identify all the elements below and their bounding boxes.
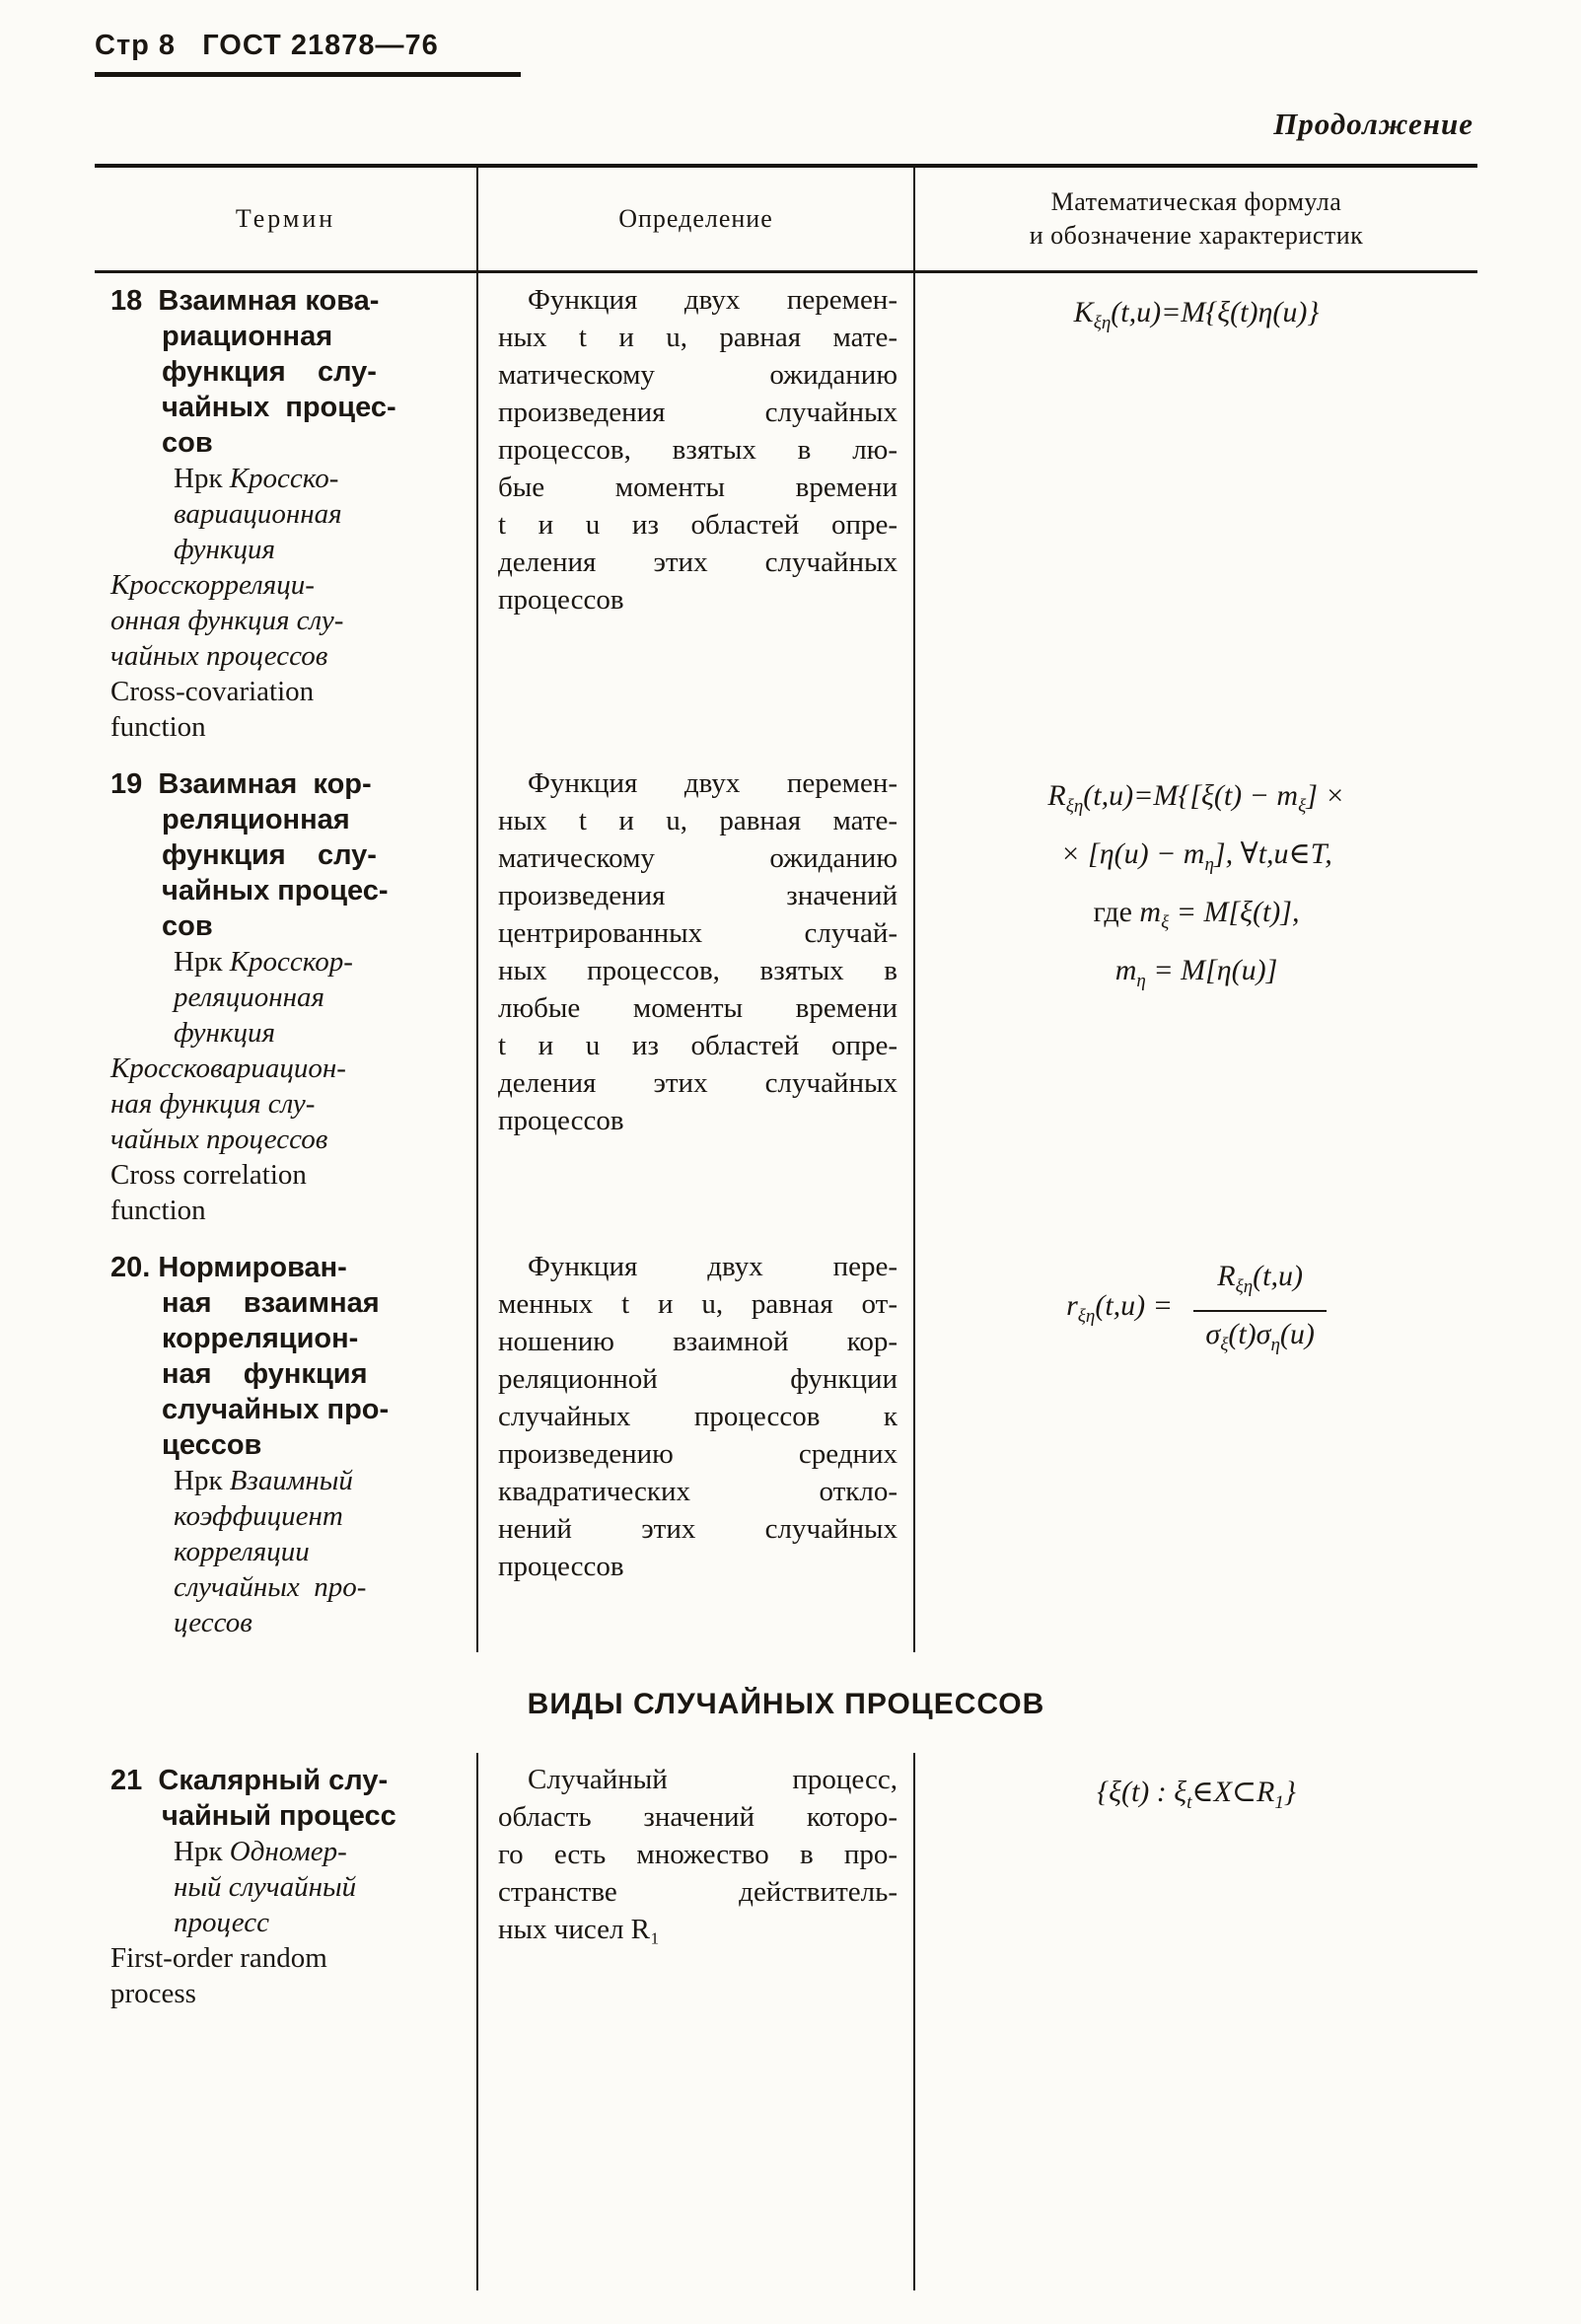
definition-line: деления этих случайных [498, 546, 898, 578]
term-line: 20. Нормирован- [110, 1252, 347, 1283]
table-body [95, 273, 1477, 2290]
definition-line: случайных процессов к [498, 1401, 898, 1432]
column-header-formula-line2: и обозначение характеристик [1029, 221, 1364, 250]
table-row [95, 1753, 1477, 2290]
term-line: коэффициент [174, 1500, 343, 1532]
definition-line: ношению взаимной кор- [498, 1326, 898, 1357]
definition-cell [476, 1240, 913, 1652]
term-line: чайных процессов [110, 640, 328, 672]
definition-line: произведению средних [498, 1438, 898, 1470]
term-line: вариационная [174, 498, 342, 530]
definition-line: процессов [498, 1105, 624, 1136]
column-header-formula-line1: Математическая формула [1050, 187, 1342, 216]
formula-cell [913, 273, 1477, 757]
definition-line: деления этих случайных [498, 1067, 898, 1099]
term-line: корреляции [174, 1536, 310, 1567]
definition-line: область значений которо- [498, 1801, 898, 1833]
definition-line: произведения значений [498, 880, 898, 911]
formula-line: $r_{\xi\eta}(t,u)$ = $\frac{R_{\xi\eta}(t,u)}{\sigma_\xi(t)\sigma_\eta(u)}$ [925, 1256, 1468, 1366]
term-line: чайных процессов [110, 1124, 328, 1155]
terms-table [95, 164, 1477, 2290]
term-line: риационная [162, 321, 333, 352]
term-line: функция [174, 534, 275, 565]
definition-line: процессов [498, 1551, 624, 1582]
term-line: случайных про- [174, 1571, 367, 1603]
term-line: ная взаимная [162, 1287, 380, 1319]
definition-line: квадратических откло- [498, 1476, 898, 1507]
definition-line: t и u из областей опре- [498, 509, 898, 541]
table-row [95, 1240, 1477, 1652]
term-line: Нрк Кросско- [174, 463, 339, 494]
term-line: корреляцион- [162, 1323, 359, 1354]
definition-line: Случайный процесс, [528, 1764, 898, 1795]
term-line: Cross-covariation [110, 676, 315, 707]
definition-cell [476, 1753, 913, 2290]
definition-line: реляционной функции [498, 1363, 898, 1395]
term-line: функция слу- [162, 839, 377, 871]
term-line: Нрк Одномер- [174, 1836, 347, 1867]
column-header-term: Термин [235, 204, 336, 233]
term-line: реляционная [174, 981, 325, 1013]
term-cell [95, 757, 476, 1240]
definition-line: процессов, взятых в лю- [498, 434, 898, 466]
definition-line: Функция двух перемен- [528, 284, 898, 316]
definition-line: произведения случайных [498, 397, 898, 428]
term-line: Нрк Взаимный [174, 1465, 353, 1496]
column-header-formula [913, 168, 1477, 270]
definition-line: ных процессов, взятых в [498, 955, 898, 986]
term-line: чайных процес- [162, 392, 396, 423]
table-row [95, 273, 1477, 757]
page-content [95, 0, 1477, 2290]
term-line: Кросскорреляци- [110, 569, 315, 601]
term-line: сов [162, 910, 213, 942]
term-line: ный случайный [174, 1871, 357, 1903]
formula-line: × $[\eta(u) - m_\eta]$, ∀t,u∈T, [1060, 837, 1332, 875]
definition-line: бые моменты времени [498, 472, 898, 503]
term-line: случайных про- [162, 1394, 390, 1425]
formula-cell [913, 1240, 1477, 1652]
definition-line: ных t и u, равная мате- [498, 805, 898, 836]
definition-line: ных t и u, равная мате- [498, 322, 898, 353]
table-header-row [95, 168, 1477, 273]
definition-line: центрированных случай- [498, 917, 898, 949]
definition-line: любые моменты времени [498, 992, 898, 1024]
definition-line: Функция двух пере- [528, 1251, 898, 1282]
term-line: function [110, 711, 206, 743]
section-heading: ВИДЫ СЛУЧАЙНЫХ ПРОЦЕССОВ [527, 1688, 1045, 1720]
term-line: функция [174, 1017, 275, 1049]
definition-line: t и u из областей опре- [498, 1030, 898, 1061]
definition-line: ных чисел R₁ [498, 1914, 661, 1945]
formula-line: $K_{\xi\eta}(t,u)=M\{\xi(t)\eta(u)\}$ [1073, 296, 1320, 333]
definition-line: матическому ожиданию [498, 842, 898, 874]
term-line: цессов [162, 1429, 262, 1461]
definition-cell [476, 273, 913, 757]
formula-line: где $m_\xi = M[\xi(t)]$, [1093, 896, 1300, 933]
definition-line: менных t и u, равная от- [498, 1288, 898, 1320]
term-line: process [110, 1978, 196, 2009]
term-line: 19 Взаимная кор- [110, 768, 372, 800]
term-cell [95, 1240, 476, 1652]
formula-line: {ξ(t) : $\xi_t\in X\subset R_1$} [1097, 1776, 1296, 1813]
term-line: First-order random [110, 1942, 327, 1974]
definition-cell [476, 757, 913, 1240]
table-row [95, 757, 1477, 1240]
definition-line: нений этих случайных [498, 1513, 898, 1545]
definition-line: матическому ожиданию [498, 359, 898, 391]
continuation-label: Продолжение [1273, 107, 1473, 141]
term-line: Нрк Кросскор- [174, 946, 353, 978]
definition-line: го есть множество в про- [498, 1839, 898, 1870]
term-line: 18 Взаимная кова- [110, 285, 380, 317]
formula-line: $R_{\xi\eta}(t,u)=M\{[\xi(t) - m_\xi]$ × [1047, 779, 1345, 817]
term-line: function [110, 1195, 206, 1226]
term-line: процесс [174, 1907, 269, 1938]
definition-line: процессов [498, 584, 624, 616]
term-cell [95, 273, 476, 757]
term-line: 21 Скалярный слу- [110, 1765, 389, 1796]
term-line: цессов [174, 1607, 252, 1638]
page-header [95, 0, 1477, 77]
formula-cell [913, 1753, 1477, 2290]
term-line: ная функция слу- [110, 1088, 316, 1120]
term-line: реляционная [162, 804, 350, 835]
term-line: онная функция слу- [110, 605, 344, 636]
page-header-text: Стр 8 ГОСТ 21878—76 [95, 30, 521, 77]
term-line: чайных процес- [162, 875, 389, 907]
definition-line: странстве действитель- [498, 1876, 898, 1908]
term-line: Cross correlation [110, 1159, 307, 1191]
term-line: функция слу- [162, 356, 377, 388]
term-line: сов [162, 427, 213, 459]
definition-line: Функция двух перемен- [528, 767, 898, 799]
formula-line: $m_\eta = M[\eta(u)]$ [1114, 954, 1278, 991]
term-line: чайный процесс [162, 1800, 396, 1832]
formula-cell [913, 757, 1477, 1240]
term-line: ная функция [162, 1358, 368, 1390]
term-cell [95, 1753, 476, 2290]
term-line: Кроссковариацион- [110, 1053, 346, 1084]
column-header-definition: Определение [476, 168, 913, 270]
